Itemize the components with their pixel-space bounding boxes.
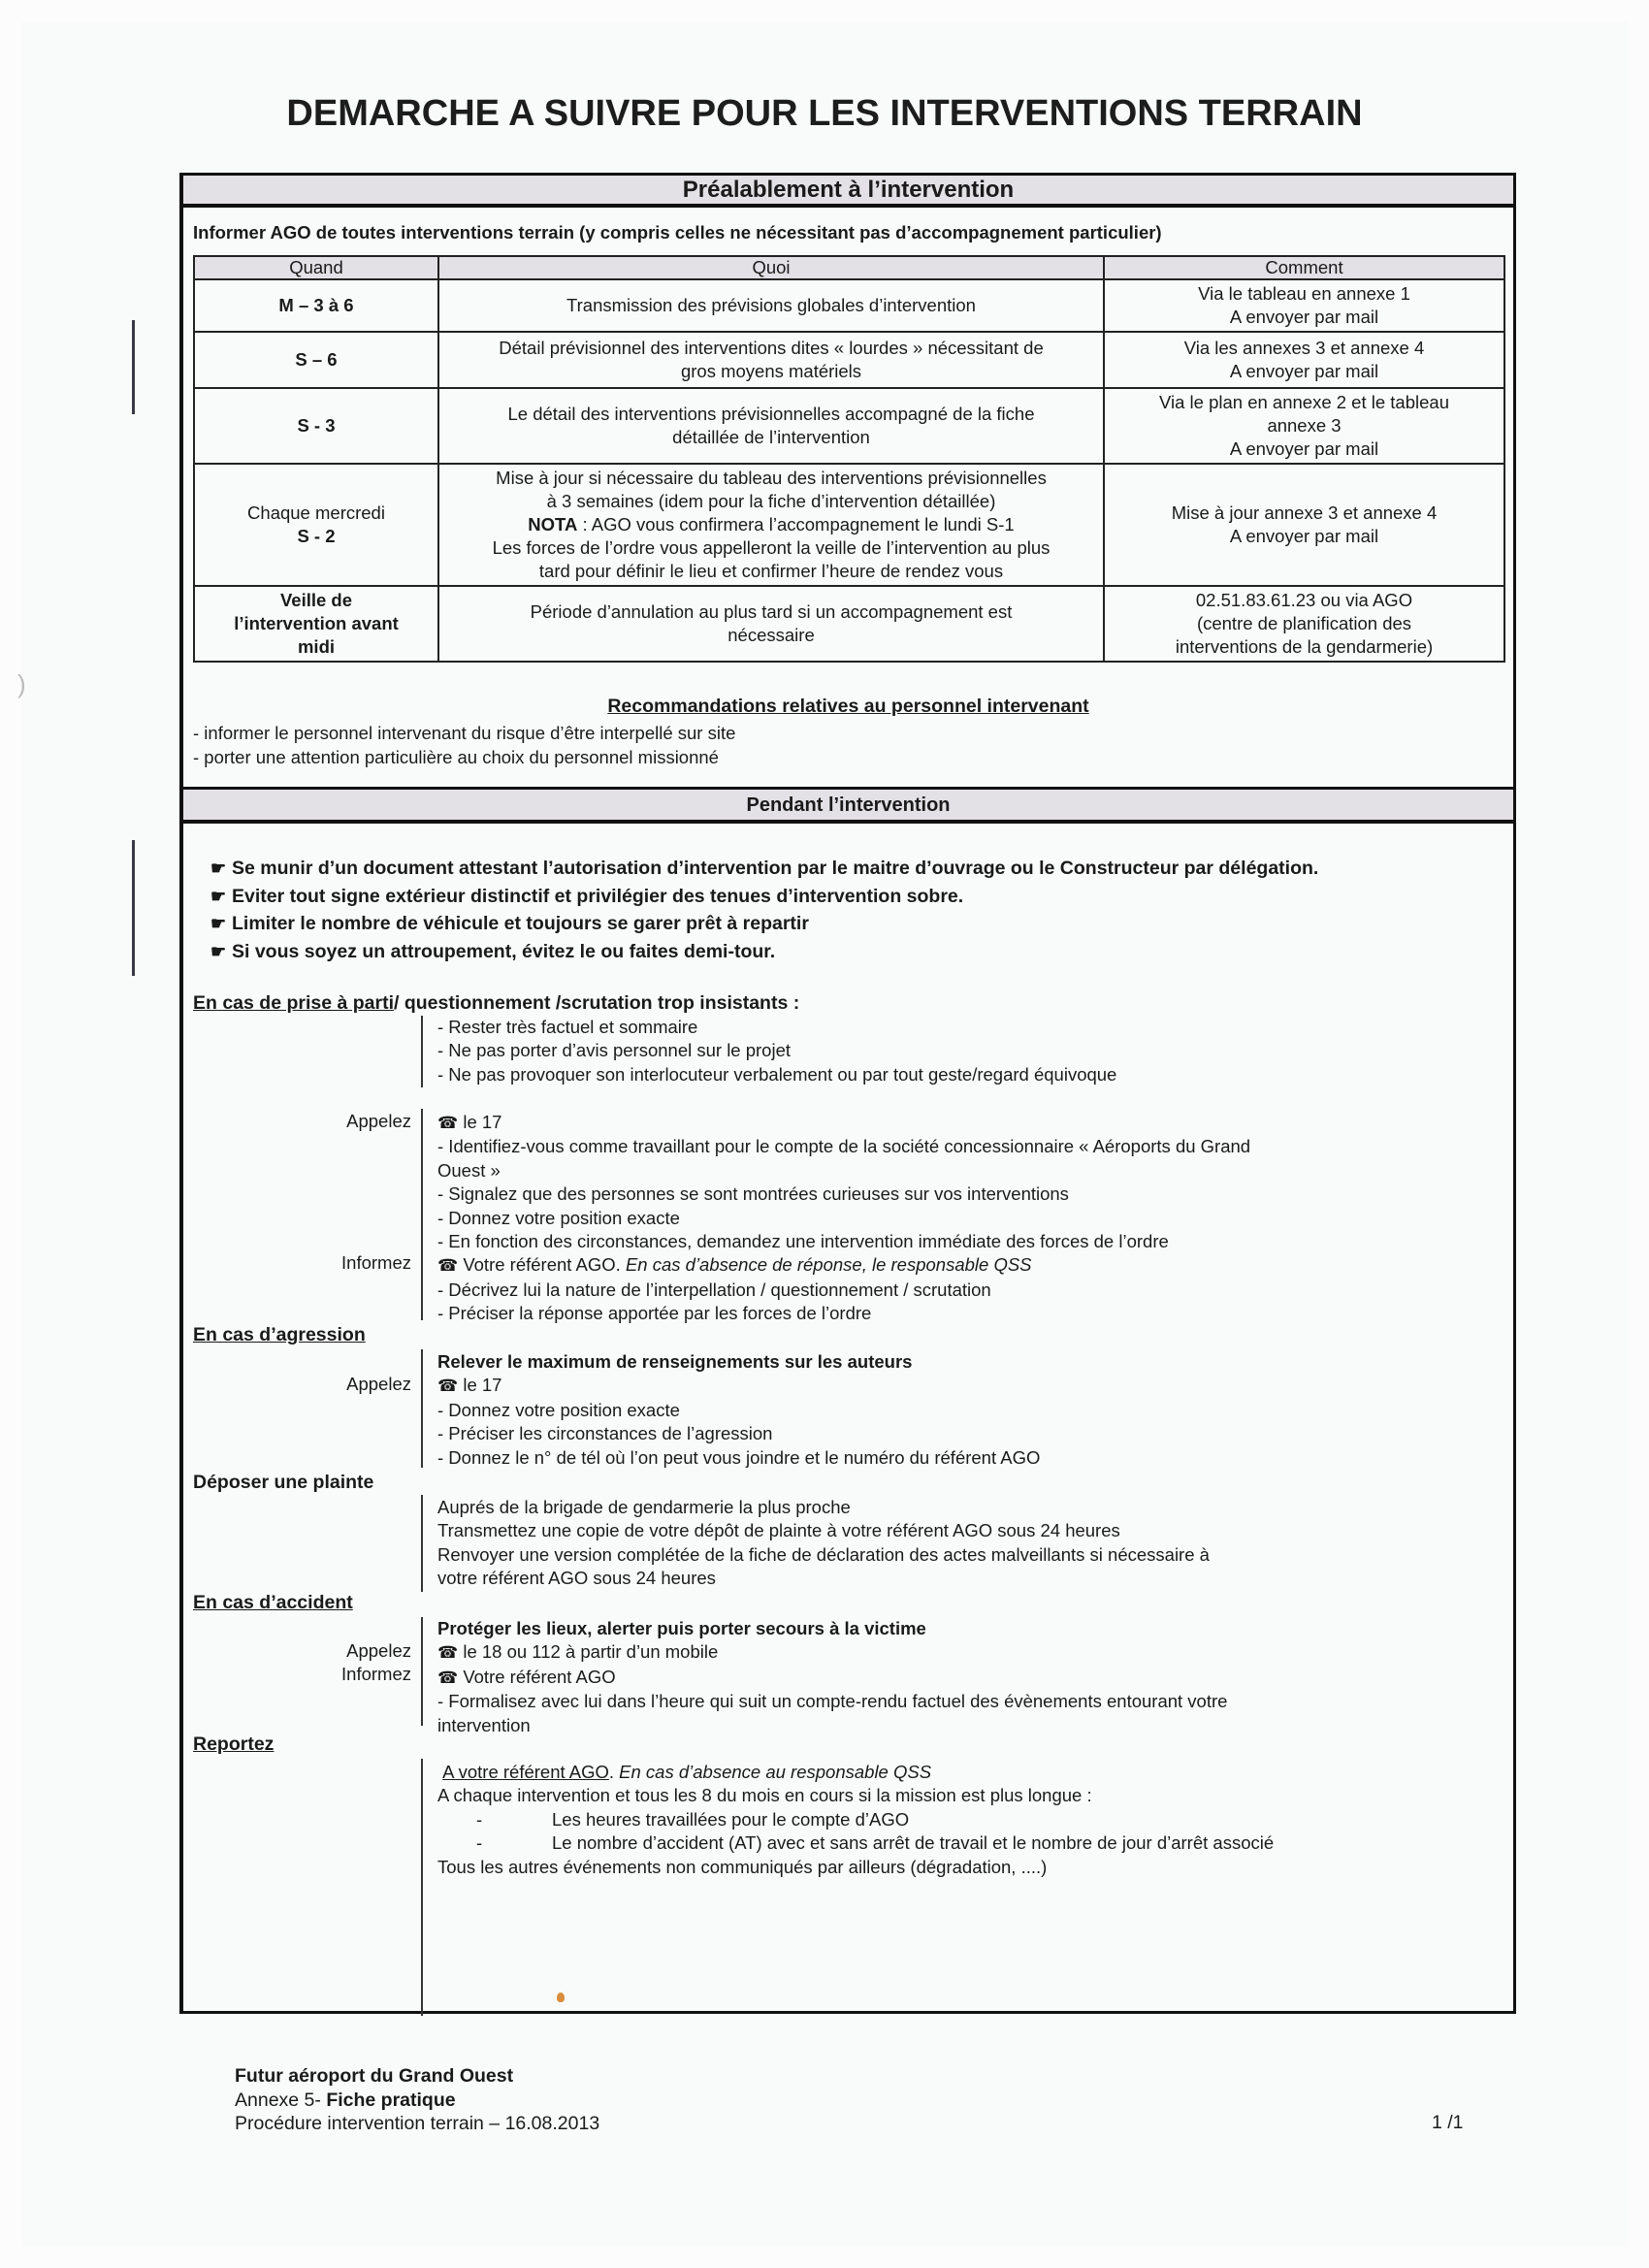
footer-annex: Annexe 5- Fiche pratique — [235, 2089, 456, 2111]
cell-what: Mise à jour si nécessaire du tableau des interventions prévisionnelles à 3 semaines (idem pour la fiche d’intervention détaillée) NOTA : AGO vous confirmera l’accompagnement le lundi S-1 Les forces de l’ordre vous appelleront la veille de l’intervention au plus tard pour définir le lieu et confirmer l’heure de rendez vous — [438, 464, 1104, 586]
cell-how: Mise à jour annexe 3 et annexe 4 A envoyer par mail — [1104, 464, 1504, 586]
document-title: DEMARCHE A SUIVRE POUR LES INTERVENTIONS TERRAIN — [286, 93, 1363, 134]
cell-what: Détail prévisionnel des interventions dites « lourdes » nécessitant de gros moyens matériels — [438, 332, 1104, 388]
report-heading: Reportez — [193, 1733, 275, 1755]
call-label: Appelez — [346, 1374, 411, 1394]
divider — [421, 1016, 423, 1087]
list-item: ☛ Limiter le nombre de véhicule et toujours se garer prêt à repartir — [210, 910, 1318, 938]
report-steps: A votre référent AGO. En cas d’absence au responsable QSS A chaque intervention et tous les 8 du mois en cours si la mission est plus longue : - Les heures travaillées pour le compte d’AGO - Le nombre d’accident (AT) avec et sans arrêt de travail et le nombre de jour d’arrêt associé Tous les autres événements non communiqués par ailleurs (dégradation, ....) — [437, 1761, 1485, 1879]
divider — [421, 1495, 423, 1592]
divider — [421, 1349, 423, 1468]
recommendations-title: Recommandations relatives au personnel intervenant — [607, 696, 1089, 717]
questioning-heading: En cas de prise à parti/ questionnement /scrutation trop insistants : — [193, 992, 800, 1014]
cell-how: Via le tableau en annexe 1 A envoyer par mail — [1104, 279, 1504, 332]
schedule-table — [193, 255, 1505, 663]
section-header-during: Pendant l’intervention — [183, 787, 1513, 824]
hand-pointing-right-icon: ☛ — [210, 886, 227, 906]
footer-org: Futur aéroport du Grand Ouest — [235, 2065, 514, 2087]
telephone-icon: ☎ — [437, 1377, 459, 1396]
cell-when: S – 6 — [194, 332, 438, 388]
list-item: - porter une attention particulière au choix du personnel missionné — [193, 747, 719, 767]
hand-pointing-right-icon: ☛ — [210, 914, 227, 933]
accident-heading: En cas d’accident — [193, 1592, 353, 1613]
table-row — [194, 279, 1504, 332]
cell-how: Via les annexes 3 et annexe 4 A envoyer par mail — [1104, 332, 1504, 388]
list-item: ☛ Se munir d’un document attestant l’autorisation d’intervention par le maitre d’ouvrage ou le Constructeur par délégation. — [210, 855, 1318, 883]
call-label: Appelez — [346, 1640, 411, 1661]
table-row — [194, 332, 1504, 388]
document-footer — [235, 2064, 599, 2136]
column-header-when: Quand — [194, 256, 438, 279]
cell-what: Transmission des prévisions globales d’intervention — [438, 279, 1104, 332]
call-label: Appelez — [346, 1111, 411, 1131]
margin-mark — [132, 840, 135, 976]
cell-how: Via le plan en annexe 2 et le tableau annexe 3 A envoyer par mail — [1104, 388, 1504, 464]
cell-when: Chaque mercredi S - 2 — [194, 464, 438, 586]
telephone-icon: ☎ — [437, 1114, 459, 1132]
list-item: - Les heures travaillées pour le compte d’AGO — [476, 1808, 910, 1830]
key-rules-list — [210, 855, 1318, 965]
cell-when: M – 3 à 6 — [194, 279, 438, 332]
cell-when: Veille de l’intervention avant midi — [194, 586, 438, 662]
divider — [421, 1759, 423, 2016]
hand-pointing-right-icon: ☛ — [210, 941, 227, 961]
page-number: 1 /1 — [1432, 2112, 1464, 2133]
aggression-heading: En cas d’agression — [193, 1324, 366, 1345]
table-row — [194, 464, 1504, 586]
footer-doc-ref: Procédure intervention terrain – 16.08.2013 — [235, 2113, 600, 2134]
complaint-heading: Déposer une plainte — [193, 1472, 374, 1493]
inform-label: Informez — [341, 1664, 411, 1684]
complaint-steps: Auprés de la brigade de gendarmerie la plus proche Transmettez une copie de votre dépôt de plainte à votre référent AGO sous 24 heures Renvoyer une version complétée de la fiche de déclaration des actes malveillants si nécessaire à votre référent AGO sous 24 heures — [437, 1497, 1210, 1589]
margin-mark — [132, 320, 135, 414]
hand-pointing-right-icon: ☛ — [210, 859, 227, 878]
telephone-icon: ☎ — [437, 1256, 459, 1276]
intro-text: Informer AGO de toutes interventions terrain (y compris celles ne nécessitant pas d’accompagnement particulier) — [193, 222, 1162, 243]
table-header-row — [194, 256, 1504, 279]
accident-steps: Protéger les lieux, alerter puis porter secours à la victime ☎ le 18 ou 112 à partir d’un mobile ☎ Votre référent AGO - Formalisez avec lui dans l’heure qui suit un compte-rendu factuel des évènements entourant votre intervention — [437, 1618, 1228, 1735]
questioning-steps: ☎ le 17 - Identifiez-vous comme travaillant pour le compte de la société concessionnaire « Aéroports du Grand Ouest » - Signalez que des personnes se sont montrées curieuses sur vos interventions - Donnez votre position exacte - En fonction des circonstances, demandez une intervention immédiate des forces de l’ordre ☎ Votre référent AGO. En cas d’absence de réponse, le responsable QSS - Décrivez lui la nature de l’interpellation / questionnement / scrutation - Préciser la réponse apportée par les forces de l’ordre — [437, 1112, 1251, 1324]
scan-artifact: ) — [17, 669, 26, 698]
questioning-advice: - Rester très factuel et sommaire - Ne pas porter d’avis personnel sur le projet - Ne pas provoquer son interlocuteur verbalement ou par tout geste/regard équivoque — [437, 1017, 1117, 1085]
column-header-what: Quoi — [438, 256, 1104, 279]
table-row — [194, 586, 1504, 662]
recommendations-list — [193, 721, 735, 769]
list-item: ☛ Eviter tout signe extérieur distinctif et privilégier des tenues d’intervention sobre. — [210, 883, 1318, 911]
column-header-how: Comment — [1104, 256, 1504, 279]
section-header-before: Préalablement à l’intervention — [183, 173, 1513, 208]
nota-label: NOTA — [528, 514, 578, 535]
procedure-box — [179, 173, 1516, 2014]
list-item: - Le nombre d’accident (AT) avec et sans arrêt de travail et le nombre de jour d’arrêt associé — [476, 1832, 1275, 1854]
inform-label: Informez — [341, 1252, 411, 1273]
scan-artifact — [557, 1993, 565, 2002]
aggression-steps: Relever le maximum de renseignements sur les auteurs ☎ le 17 - Donnez votre position exacte - Préciser les circonstances de l’agression - Donnez le n° de tél où l’on peut vous joindre et le numéro du référent AGO — [437, 1351, 1041, 1468]
table-row — [194, 388, 1504, 464]
divider — [421, 1617, 423, 1726]
cell-how: 02.51.83.61.23 ou via AGO (centre de planification des interventions de la gendarmerie) — [1104, 586, 1504, 662]
telephone-icon: ☎ — [437, 1668, 459, 1687]
telephone-icon: ☎ — [437, 1643, 459, 1663]
cell-what: Période d’annulation au plus tard si un accompagnement est nécessaire — [438, 586, 1104, 662]
divider — [421, 1109, 423, 1320]
list-item: - informer le personnel intervenant du risque d’être interpellé sur site — [193, 723, 736, 743]
cell-when: S - 3 — [194, 388, 438, 464]
cell-what: Le détail des interventions prévisionnelles accompagné de la fiche détaillée de l’intervention — [438, 388, 1104, 464]
list-item: ☛ Si vous soyez un attroupement, évitez le ou faites demi-tour. — [210, 938, 1318, 966]
